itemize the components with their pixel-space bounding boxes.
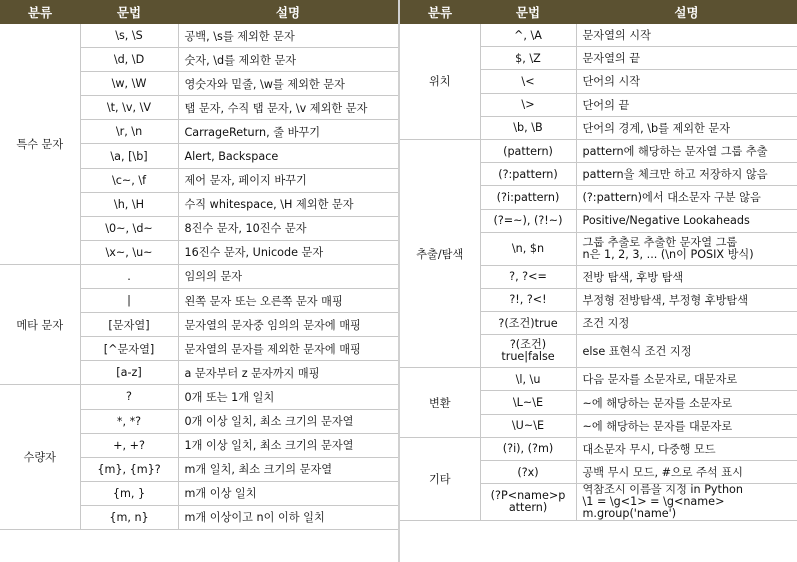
description-cell: m개 이상 일치 — [178, 481, 398, 505]
description-cell: 왼쪽 문자 또는 오른쪽 문자 매핑 — [178, 289, 398, 313]
header-category: 분류 — [400, 0, 480, 24]
left-regex-table — [0, 0, 398, 530]
description-cell: 부정형 전방탐색, 부정형 후방탐색 — [576, 288, 797, 311]
syntax-cell: {m, } — [80, 481, 178, 505]
description-cell: 0개 또는 1개 일치 — [178, 385, 398, 409]
description-cell: (?:pattern)에서 대소문자 구분 않음 — [576, 186, 797, 209]
description-cell: 문자열의 시작 — [576, 24, 797, 47]
category-cell: 특수 문자 — [0, 24, 80, 265]
syntax-cell: \0~, \d~ — [80, 216, 178, 240]
table-row — [0, 24, 398, 48]
description-cell: ~에 해당하는 문자를 대문자로 — [576, 414, 797, 437]
header-category: 분류 — [0, 0, 80, 24]
syntax-cell: (?:pattern) — [480, 163, 576, 186]
syntax-cell: \a, [\b] — [80, 144, 178, 168]
header-syntax: 문법 — [480, 0, 576, 24]
description-cell: 단어의 끝 — [576, 93, 797, 116]
category-cell: 위치 — [400, 24, 480, 140]
syntax-cell: (?=~), (?!~) — [480, 209, 576, 232]
syntax-cell: [^문자열] — [80, 337, 178, 361]
syntax-cell: \L~\E — [480, 391, 576, 414]
syntax-cell: \l, \u — [480, 368, 576, 391]
header-description: 설명 — [178, 0, 398, 24]
description-cell: 제어 문자, 페이지 바꾸기 — [178, 168, 398, 192]
syntax-cell: [a-z] — [80, 361, 178, 385]
syntax-cell: [문자열] — [80, 313, 178, 337]
syntax-cell: | — [80, 289, 178, 313]
syntax-cell: \n, $n — [480, 232, 576, 265]
table-row — [400, 437, 797, 460]
description-cell: 그룹 추출로 추출한 문자열 그룹 n은 1, 2, 3, ... (\n이 POSIX 방식) — [576, 232, 797, 265]
syntax-cell: (pattern) — [480, 139, 576, 162]
category-cell: 수량자 — [0, 385, 80, 530]
description-cell: 수직 whitespace, \H 제외한 문자 — [178, 192, 398, 216]
syntax-cell: (?i:pattern) — [480, 186, 576, 209]
description-cell: 0개 이상 일치, 최소 크기의 문자열 — [178, 409, 398, 433]
header-description: 설명 — [576, 0, 797, 24]
syntax-cell: {m}, {m}? — [80, 457, 178, 481]
syntax-cell: ^, \A — [480, 24, 576, 47]
category-cell: 변환 — [400, 368, 480, 438]
description-cell: m개 이상이고 n이 이하 일치 — [178, 505, 398, 529]
description-cell: pattern에 해당하는 문자열 그룹 추출 — [576, 139, 797, 162]
category-cell: 추출/탐색 — [400, 139, 480, 367]
description-cell: 공백, \s를 제외한 문자 — [178, 24, 398, 48]
description-cell: 전방 탐색, 후방 탐색 — [576, 265, 797, 288]
description-cell: 임의의 문자 — [178, 264, 398, 288]
syntax-cell: (?i), (?m) — [480, 437, 576, 460]
description-cell: 공백 무시 모드, #으로 주석 표시 — [576, 461, 797, 484]
syntax-cell: . — [80, 264, 178, 288]
syntax-cell: ? — [80, 385, 178, 409]
table-row — [400, 139, 797, 162]
syntax-cell: (?P<name>p attern) — [480, 484, 576, 521]
category-cell: 메타 문자 — [0, 264, 80, 384]
syntax-cell: *, *? — [80, 409, 178, 433]
syntax-cell: ?, ?<= — [480, 265, 576, 288]
category-cell: 기타 — [400, 437, 480, 520]
syntax-cell: \r, \n — [80, 120, 178, 144]
syntax-cell: \t, \v, \V — [80, 96, 178, 120]
description-cell: 문자열의 끝 — [576, 47, 797, 70]
syntax-cell: (?x) — [480, 461, 576, 484]
syntax-cell: $, \Z — [480, 47, 576, 70]
description-cell: m개 일치, 최소 크기의 문자열 — [178, 457, 398, 481]
syntax-cell: \b, \B — [480, 116, 576, 139]
description-cell: 대소문자 무시, 다중행 모드 — [576, 437, 797, 460]
description-cell: 문자열의 문자중 임의의 문자에 매핑 — [178, 313, 398, 337]
description-cell: pattern을 체크만 하고 저장하지 않음 — [576, 163, 797, 186]
description-cell: a 문자부터 z 문자까지 매핑 — [178, 361, 398, 385]
header-syntax: 문법 — [80, 0, 178, 24]
description-cell: 단어의 시작 — [576, 70, 797, 93]
description-cell: 단어의 경계, \b를 제외한 문자 — [576, 116, 797, 139]
right-regex-table — [400, 0, 797, 521]
description-cell: 조건 지정 — [576, 312, 797, 335]
description-cell: ~에 해당하는 문자를 소문자로 — [576, 391, 797, 414]
description-cell: 숫자, \d를 제외한 문자 — [178, 48, 398, 72]
right-header-row — [400, 0, 797, 24]
syntax-cell: ?(조건) true|false — [480, 335, 576, 368]
syntax-cell: \w, \W — [80, 72, 178, 96]
syntax-cell: \h, \H — [80, 192, 178, 216]
description-cell: Positive/Negative Lookaheads — [576, 209, 797, 232]
description-cell: 탭 문자, 수직 탭 문자, \v 제외한 문자 — [178, 96, 398, 120]
syntax-cell: \> — [480, 93, 576, 116]
description-cell: 1개 이상 일치, 최소 크기의 문자열 — [178, 433, 398, 457]
syntax-cell: ?!, ?<! — [480, 288, 576, 311]
description-cell: Alert, Backspace — [178, 144, 398, 168]
syntax-cell: ?(조건)true — [480, 312, 576, 335]
description-cell: else 표현식 조건 지정 — [576, 335, 797, 368]
syntax-cell: \U~\E — [480, 414, 576, 437]
table-row — [400, 24, 797, 47]
description-cell: 역참조시 이름을 지정 in Python \1 = \g<1> = \g<name> m.group('name') — [576, 484, 797, 521]
description-cell: 문자열의 문자를 제외한 문자에 매핑 — [178, 337, 398, 361]
table-row — [0, 264, 398, 288]
syntax-cell: \c~, \f — [80, 168, 178, 192]
description-cell: 영숫자와 밑줄, \w를 제외한 문자 — [178, 72, 398, 96]
table-row — [0, 385, 398, 409]
description-cell: 8진수 문자, 10진수 문자 — [178, 216, 398, 240]
syntax-cell: \< — [480, 70, 576, 93]
description-cell: 다음 문자를 소문자로, 대문자로 — [576, 368, 797, 391]
table-row — [400, 368, 797, 391]
syntax-cell: {m, n} — [80, 505, 178, 529]
description-cell: CarrageReturn, 줄 바꾸기 — [178, 120, 398, 144]
syntax-cell: \x~, \u~ — [80, 240, 178, 264]
left-header-row — [0, 0, 398, 24]
syntax-cell: \d, \D — [80, 48, 178, 72]
description-cell: 16진수 문자, Unicode 문자 — [178, 240, 398, 264]
syntax-cell: \s, \S — [80, 24, 178, 48]
syntax-cell: +, +? — [80, 433, 178, 457]
